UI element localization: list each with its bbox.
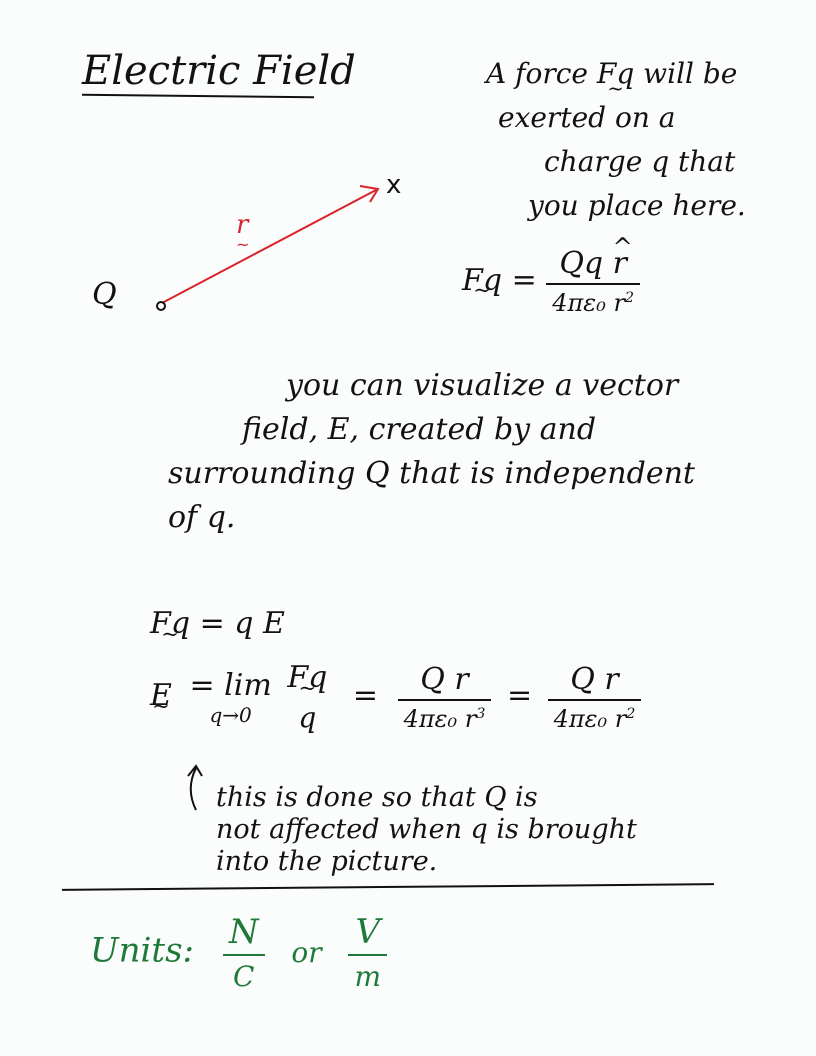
force-symbol: Fq ~ bbox=[597, 52, 634, 96]
explanation-line-3: surrounding Q that is independent bbox=[168, 456, 695, 491]
units-or: or bbox=[291, 935, 322, 969]
source-charge-dot bbox=[157, 302, 165, 310]
explanation-line-2: field, E, created by and bbox=[242, 412, 597, 447]
footnote-line-2: not affected when q is brought bbox=[216, 814, 637, 845]
note-line-3: charge q that bbox=[544, 145, 736, 178]
field-explanation bbox=[168, 364, 695, 540]
units-newton-per-coulomb: $\frac{N}{C}$ bbox=[223, 912, 265, 993]
position-vector bbox=[162, 190, 376, 303]
footnote bbox=[216, 782, 637, 878]
footnote-line-3: into the picture. bbox=[216, 846, 438, 877]
note-line-1: A force Fq ~ will be bbox=[486, 52, 746, 96]
vector-label: r bbox=[236, 210, 249, 240]
vector-label-tilde: ~ bbox=[236, 235, 250, 254]
units-label: Units: bbox=[90, 930, 194, 971]
footnote-arrow bbox=[180, 758, 220, 818]
force-field-relation: Fq ~ = q E bbox=[150, 606, 285, 641]
source-charge-label: Q bbox=[92, 277, 117, 312]
units-row bbox=[90, 912, 387, 993]
target-point-label: x bbox=[386, 170, 402, 200]
footnote-line-1: this is done so that Q is bbox=[216, 782, 538, 813]
note-line-4: you place here. bbox=[528, 189, 746, 222]
field-definition-formula: E ~ = lim q→0 Fq ~ q = $\frac{\text{Q r}}{4\pi\varepsilon_0 r^3}$ = $\frac{\text{Q r}}{4\pi\varepsilon_0 r^2}$ bbox=[150, 660, 641, 734]
explanation-line-1: you can visualize a vector bbox=[286, 368, 679, 403]
units-volt-per-meter: $\frac{V}{m}$ bbox=[348, 912, 387, 993]
page-title: Electric Field bbox=[82, 48, 356, 94]
coulomb-fraction: $\frac{Qq \^{} r}{4\pi\varepsilon_0 r^2}$ bbox=[546, 246, 640, 317]
note-line-2: exerted on a bbox=[498, 101, 676, 134]
coulomb-force-formula: Fq ~ = $\frac{Qq \^{} r}{4\pi\varepsilon_0 r^2}$ bbox=[462, 246, 640, 317]
explanation-line-4: of q. bbox=[168, 500, 236, 535]
